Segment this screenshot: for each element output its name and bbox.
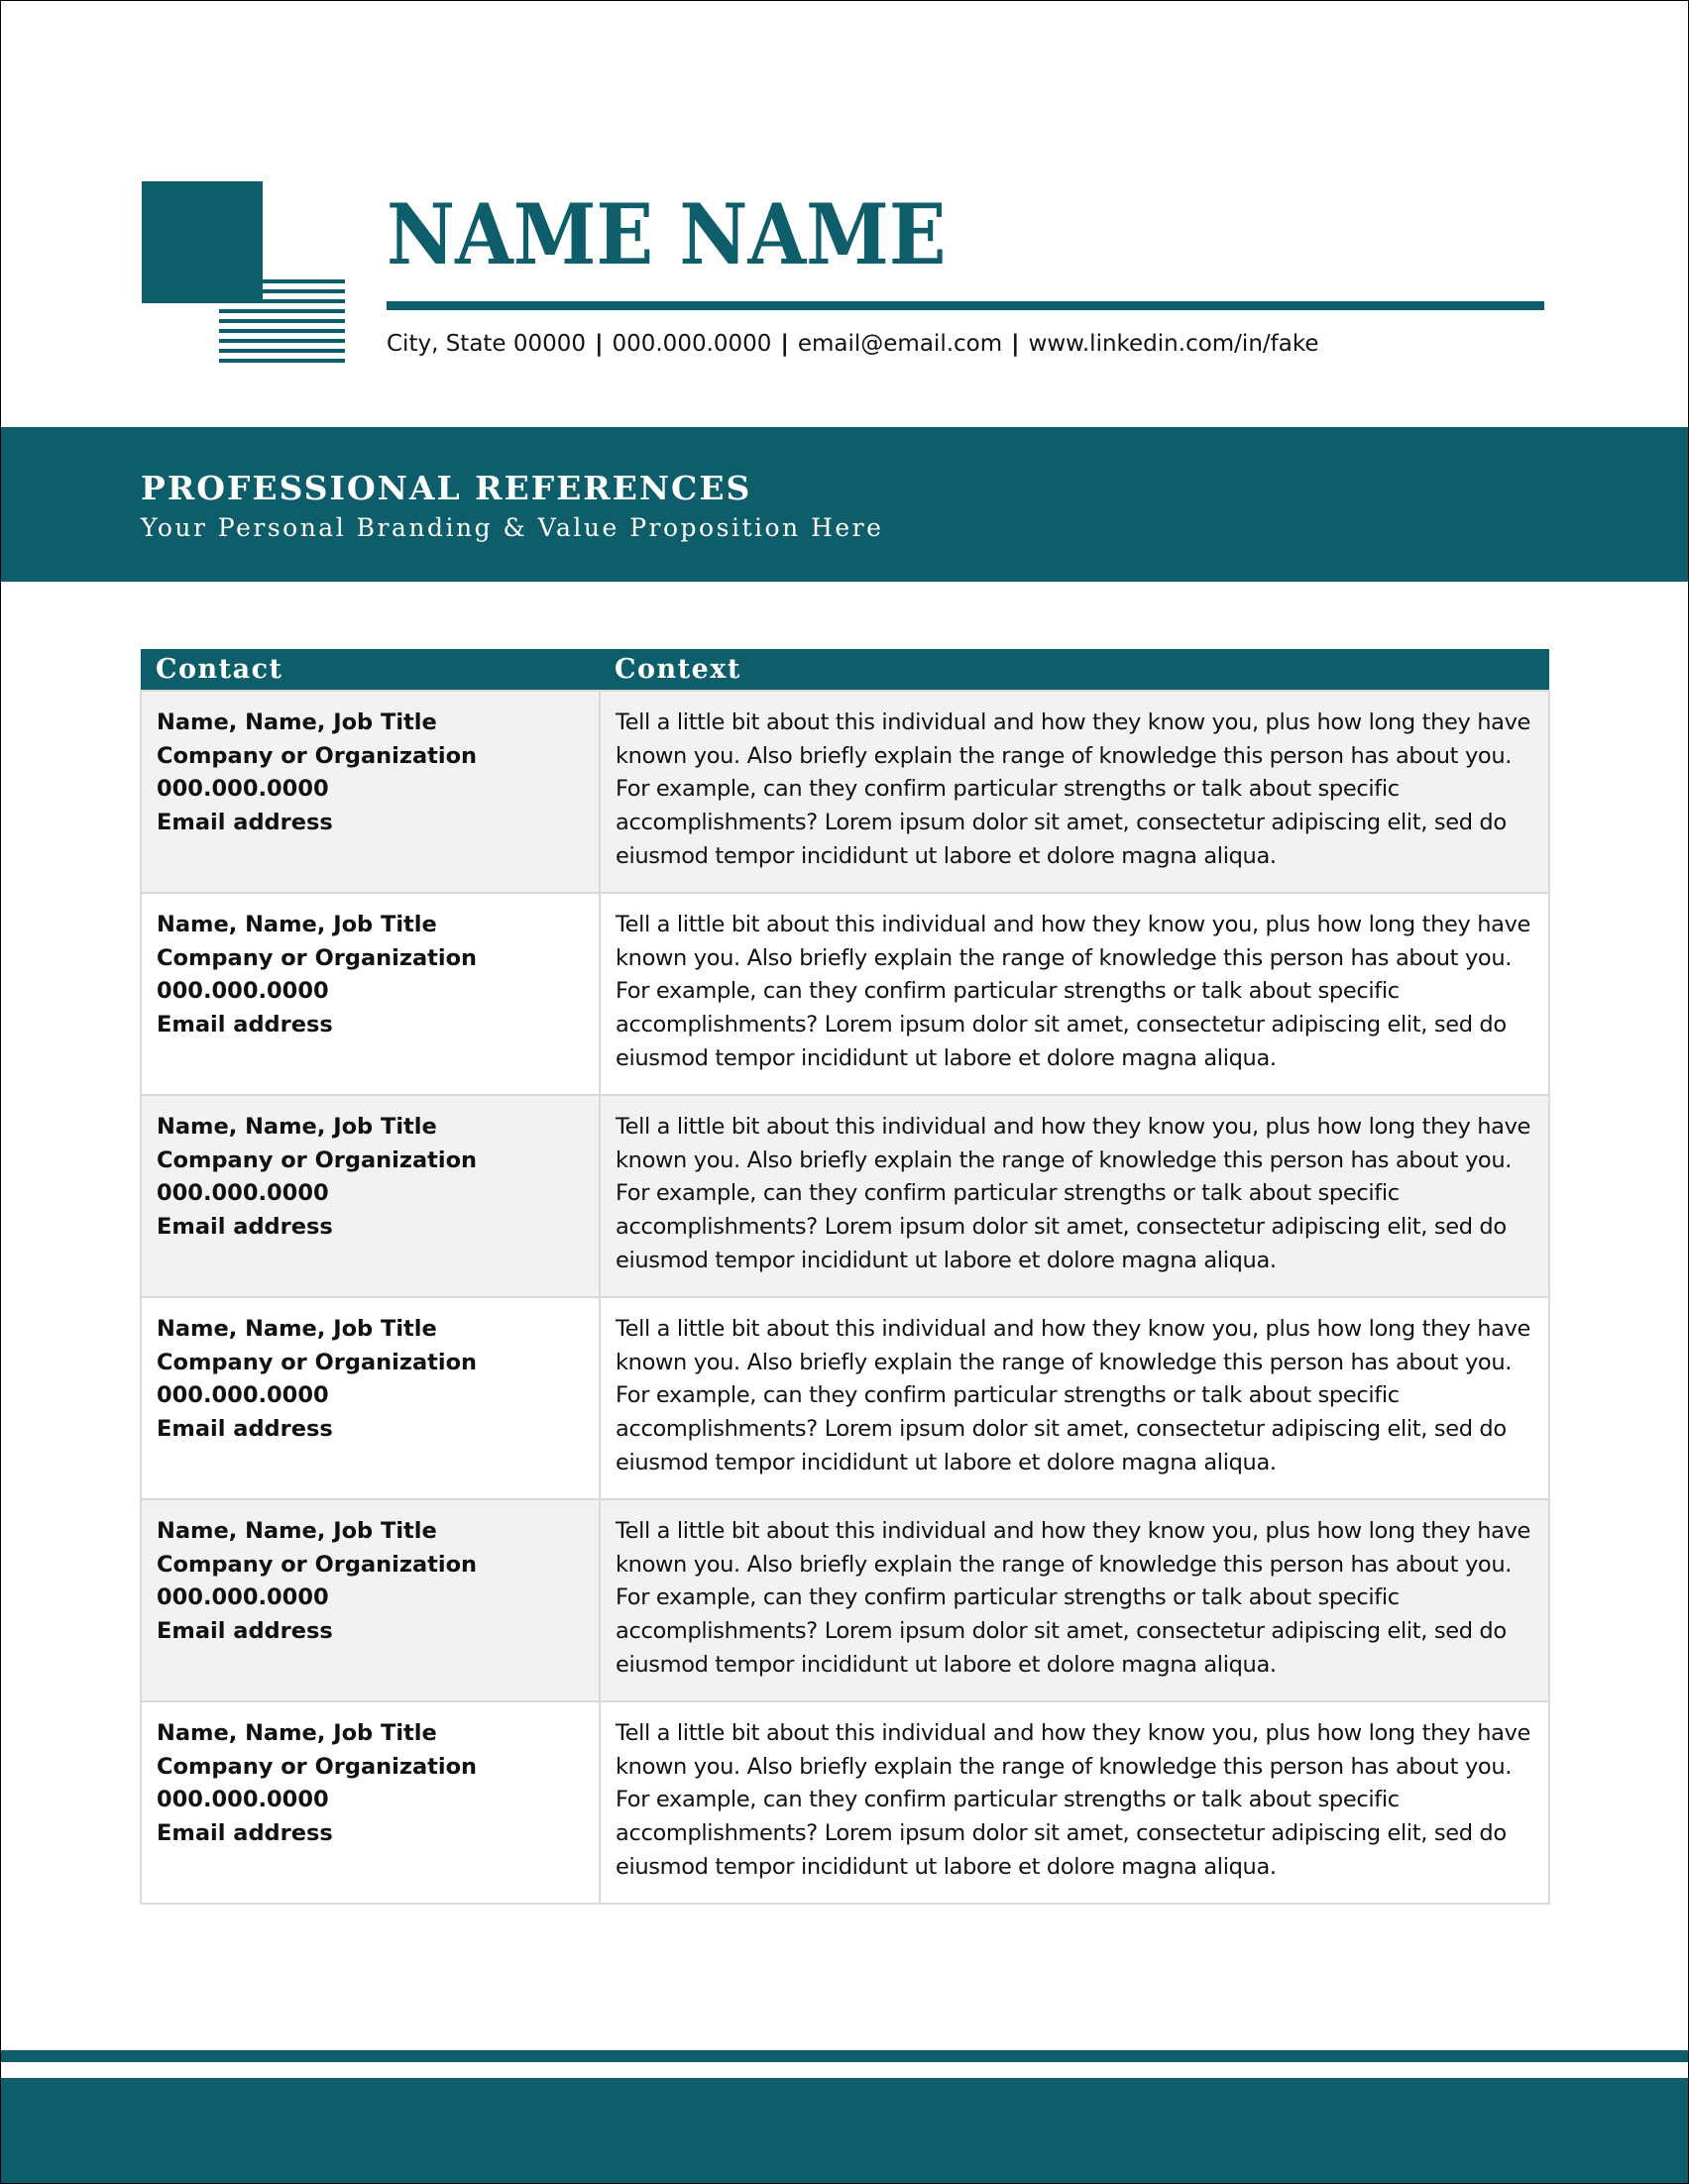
contact-phone: 000.000.0000 [612,331,772,357]
table-row [141,893,1549,1095]
contact-cell [141,1499,600,1701]
logo-square [142,181,263,303]
logo-line [219,279,345,283]
table-row [141,691,1549,893]
reference-company: Company or Organization [157,742,478,769]
context-cell: Tell a little bit about this individual and how they know you, plus how long they have known you. Also briefly explain the range of knowledge this person has about you. For example, can they confirm particular strengths or talk about specific accomplishments? Lorem ipsum dolor sit amet, consectetur adipiscing elit, sed do eiusmod tempor incididunt ut labore et dolore magna aliqua. [600,1499,1549,1701]
reference-company: Company or Organization [157,1147,478,1173]
contact-separator: | [595,331,604,357]
table-row [141,1499,1549,1701]
contact-cell [141,1095,600,1297]
context-cell: Tell a little bit about this individual and how they know you, plus how long they have known you. Also briefly explain the range of knowledge this person has about you. For example, can they confirm particular strengths or talk about specific accomplishments? Lorem ipsum dolor sit amet, consectetur adipiscing elit, sed do eiusmod tempor incididunt ut labore et dolore magna aliqua. [600,893,1549,1095]
context-cell: Tell a little bit about this individual and how they know you, plus how long they have known you. Also briefly explain the range of knowledge this person has about you. For example, can they confirm particular strengths or talk about specific accomplishments? Lorem ipsum dolor sit amet, consectetur adipiscing elit, sed do eiusmod tempor incididunt ut labore et dolore magna aliqua. [600,691,1549,893]
reference-email: Email address [157,1820,333,1847]
reference-phone: 000.000.0000 [157,978,329,1005]
reference-email: Email address [157,1214,333,1241]
logo-line [219,289,345,293]
contact-cell [141,1297,600,1499]
reference-name-title: Name, Name, Job Title [157,1518,437,1544]
banner-subtitle: Your Personal Branding & Value Proposition Here [141,513,884,542]
reference-phone: 000.000.0000 [157,1382,329,1409]
reference-company: Company or Organization [157,1349,478,1375]
contact-cell [141,893,600,1095]
reference-phone: 000.000.0000 [157,776,329,803]
name-title: NAME NAME [387,185,947,283]
reference-name-title: Name, Name, Job Title [157,1720,437,1746]
logo-line [219,309,345,313]
reference-name-title: Name, Name, Job Title [157,1316,437,1342]
contact-linkedin: www.linkedin.com/in/fake [1028,331,1319,357]
reference-name-title: Name, Name, Job Title [157,710,437,735]
reference-phone: 000.000.0000 [157,1584,329,1611]
banner-title: PROFESSIONAL REFERENCES [141,469,752,507]
table-row [141,1095,1549,1297]
contact-email: email@email.com [797,331,1003,357]
references-table [140,649,1550,1905]
contact-separator: | [1011,331,1020,357]
reference-company: Company or Organization [157,1551,478,1578]
reference-name-title: Name, Name, Job Title [157,1114,437,1140]
logo-line [219,349,345,353]
reference-email: Email address [157,1416,333,1443]
section-banner [0,427,1689,582]
table-header-row [141,649,1549,691]
reference-name-title: Name, Name, Job Title [157,912,437,937]
logo-line [219,299,345,303]
reference-email: Email address [157,1618,333,1645]
footer-thick-bar [0,2078,1689,2184]
reference-phone: 000.000.0000 [157,1787,329,1813]
table-row [141,1297,1549,1499]
contact-cell [141,691,600,893]
reference-email: Email address [157,1012,333,1038]
contact-separator: | [780,331,789,357]
reference-phone: 000.000.0000 [157,1180,329,1207]
context-cell: Tell a little bit about this individual and how they know you, plus how long they have known you. Also briefly explain the range of knowledge this person has about you. For example, can they confirm particular strengths or talk about specific accomplishments? Lorem ipsum dolor sit amet, consectetur adipiscing elit, sed do eiusmod tempor incididunt ut labore et dolore magna aliqua. [600,1095,1549,1297]
contact-line [387,324,1319,364]
reference-company: Company or Organization [157,944,478,971]
logo-line [219,329,345,333]
contact-cell [141,1701,600,1904]
reference-email: Email address [157,810,333,836]
table-row [141,1701,1549,1904]
reference-company: Company or Organization [157,1753,478,1780]
logo-icon [142,181,345,365]
logo-line [219,359,345,363]
logo-line [219,319,345,323]
logo-line [219,339,345,343]
context-cell: Tell a little bit about this individual and how they know you, plus how long they have known you. Also briefly explain the range of knowledge this person has about you. For example, can they confirm particular strengths or talk about specific accomplishments? Lorem ipsum dolor sit amet, consectetur adipiscing elit, sed do eiusmod tempor incididunt ut labore et dolore magna aliqua. [600,1297,1549,1499]
footer-thin-bar [0,2050,1689,2062]
header-rule [387,301,1544,310]
context-cell: Tell a little bit about this individual and how they know you, plus how long they have known you. Also briefly explain the range of knowledge this person has about you. For example, can they confirm particular strengths or talk about specific accomplishments? Lorem ipsum dolor sit amet, consectetur adipiscing elit, sed do eiusmod tempor incididunt ut labore et dolore magna aliqua. [600,1701,1549,1904]
column-header-contact: Contact [141,649,600,691]
contact-location: City, State 00000 [387,331,587,357]
column-header-context: Context [600,649,1549,691]
